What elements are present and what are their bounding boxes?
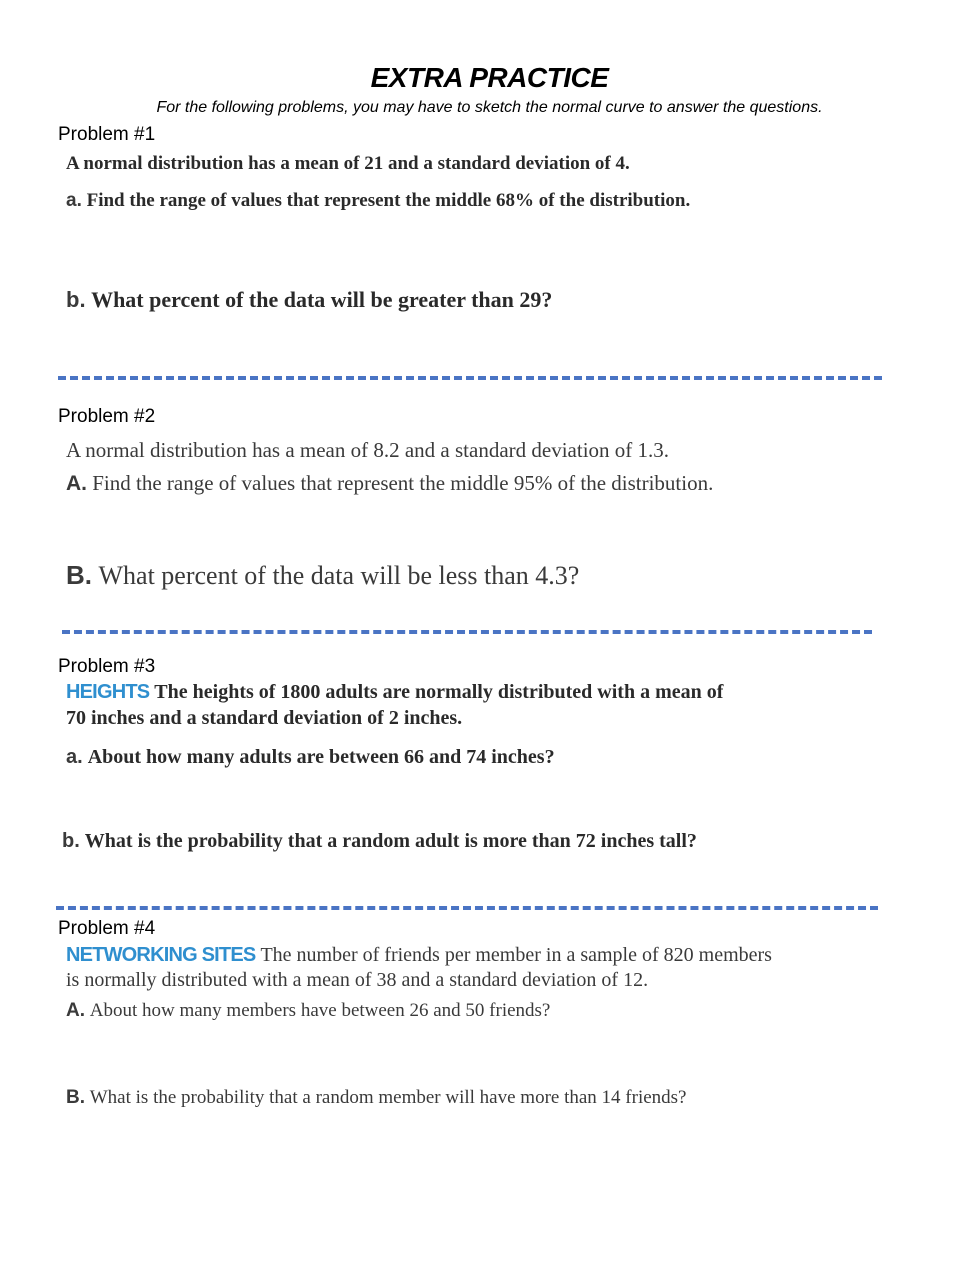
problem-4-part-b: [66, 1087, 687, 1109]
problem-3-stem-line-1: [66, 681, 723, 704]
problem-3-label: Problem #3: [58, 656, 156, 677]
problem-4-part-a: [66, 1000, 550, 1022]
part-letter: B.: [66, 560, 92, 590]
problem-3-stem-line-2: 70 inches and a standard deviation of 2 inches.: [66, 707, 463, 729]
part-text: What percent of the data will be greater than 29?: [91, 287, 553, 312]
part-text: What is the probability that a random adult is more than 72 inches tall?: [84, 830, 697, 852]
divider: [56, 906, 878, 910]
page-title: EXTRA PRACTICE: [370, 62, 609, 93]
stem-text: The number of friends per member in a sample of 820 members: [260, 944, 772, 966]
problem-4-stem-line-2: is normally distributed with a mean of 38 and a standard deviation of 12.: [66, 969, 649, 991]
part-letter: b.: [62, 830, 80, 852]
problem-1-label: Problem #1: [58, 124, 156, 145]
stem-text: The heights of 1800 adults are normally distributed with a mean of: [154, 681, 724, 703]
problem-2-label: Problem #2: [58, 406, 156, 427]
part-letter: a.: [66, 190, 82, 211]
keyword: NETWORKING SITES: [66, 944, 256, 966]
part-letter: A.: [66, 472, 87, 495]
problem-1-part-b: [66, 287, 552, 313]
part-letter: b.: [66, 287, 86, 312]
problem-2-stem: A normal distribution has a mean of 8.2 and a standard deviation of 1.3.: [66, 438, 670, 462]
problem-4-label: Problem #4: [58, 918, 156, 939]
part-letter: A.: [66, 1000, 85, 1021]
problem-3-part-b: [62, 830, 697, 853]
part-letter: B.: [66, 1087, 85, 1108]
part-text: About how many adults are between 66 and 74 inches?: [87, 746, 555, 768]
part-letter: a.: [66, 746, 83, 768]
part-text: Find the range of values that represent the middle 95% of the distribution.: [92, 471, 714, 495]
problem-4-stem-line-1: [66, 944, 772, 967]
divider: [62, 630, 872, 634]
part-text: About how many members have between 26 and 50 friends?: [89, 1000, 551, 1021]
part-text: Find the range of values that represent the middle 68% of the distribution.: [86, 190, 691, 211]
part-text: What is the probability that a random member will have more than 14 friends?: [89, 1087, 687, 1108]
problem-1-stem: A normal distribution has a mean of 21 and a standard deviation of 4.: [66, 153, 630, 174]
part-text: What percent of the data will be less than 4.3?: [98, 561, 580, 590]
problem-2-part-b: [66, 560, 579, 591]
instructions: For the following problems, you may have to sketch the normal curve to answer the questions.: [156, 99, 823, 116]
keyword: HEIGHTS: [66, 681, 150, 703]
divider: [58, 376, 882, 380]
problem-1-part-a: [66, 190, 690, 212]
problem-2-part-a: [66, 471, 713, 496]
problem-3-part-a: [66, 746, 555, 769]
